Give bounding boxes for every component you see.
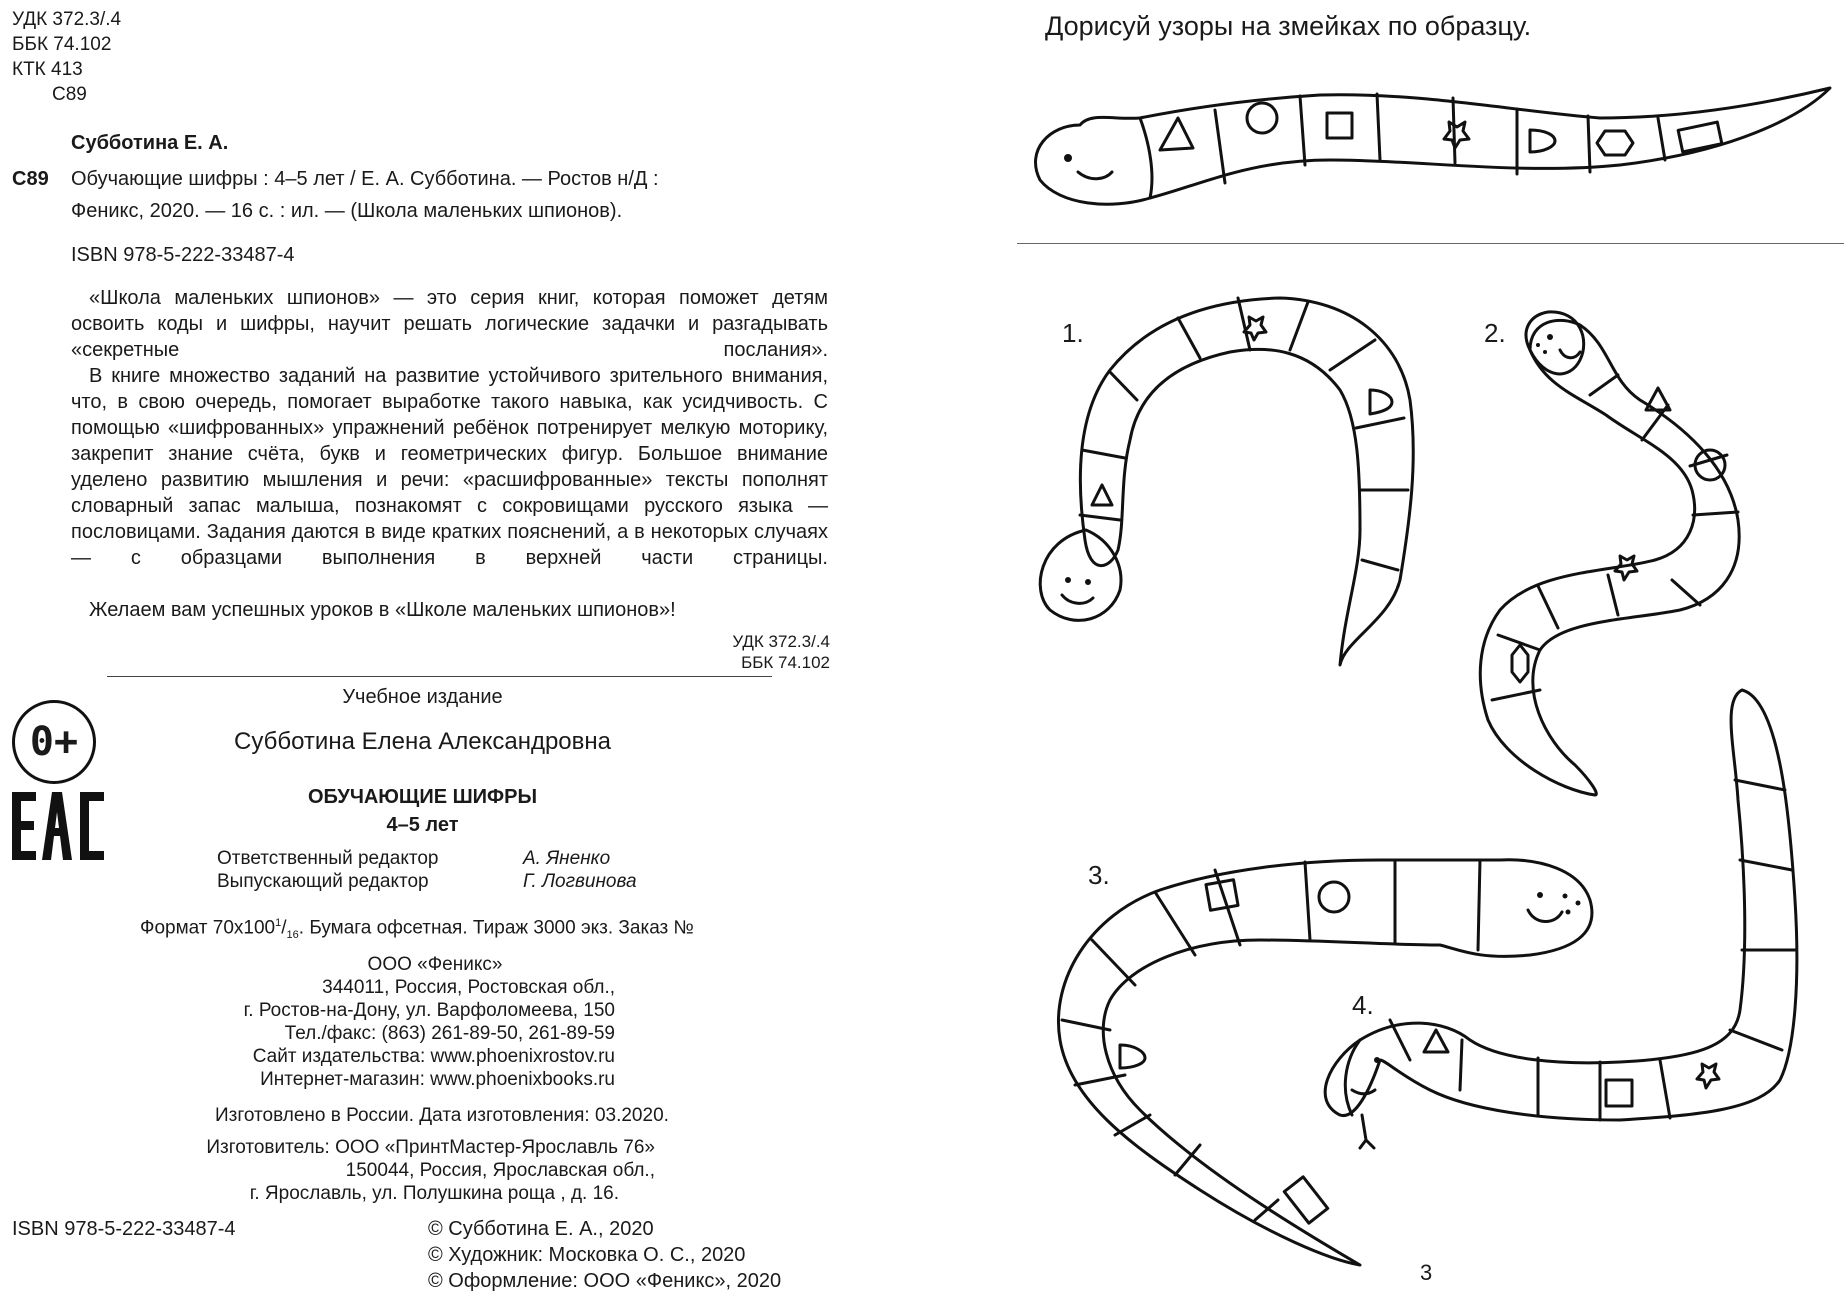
snake-label-2: 2.: [1484, 318, 1506, 348]
biblio-line-1: Обучающие шифры : 4–5 лет / Е. А. Субботина. — Ростов н/Д :: [71, 168, 659, 190]
small-bbk: ББК 74.102: [741, 653, 830, 672]
square-icon: [1606, 1080, 1632, 1106]
triangle-icon: [1092, 485, 1112, 505]
publisher-phone: Тел./факс: (863) 261-89-50, 261-89-59: [284, 1023, 615, 1044]
publisher-name: ООО «Феникс»: [367, 954, 503, 975]
star-icon: [1444, 122, 1469, 148]
editor-role-1: Ответственный редактор: [217, 848, 439, 869]
copyright-artist: © Художник: Московка О. С., 2020: [428, 1244, 746, 1266]
hexagon-icon: [1512, 645, 1528, 682]
snake-label-4: 4.: [1352, 990, 1374, 1020]
author-full-name: Субботина Елена Александровна: [234, 728, 611, 755]
star-icon: [1615, 556, 1637, 580]
circle-icon: [1247, 103, 1277, 133]
author-mark: С89: [52, 84, 87, 105]
publisher-website: Сайт издательства: www.phoenixrostov.ru: [252, 1046, 615, 1067]
book-age: 4–5 лет: [386, 814, 459, 836]
circle-icon: [1695, 450, 1725, 480]
manufacturer-name: Изготовитель: ООО «ПринтМастер-Ярославль 76»: [206, 1137, 655, 1158]
copyright-design: © Оформление: ООО «Феникс», 2020: [428, 1270, 782, 1292]
bbk-code: ББК 74.102: [12, 34, 112, 55]
made-in-date: Изготовлено в России. Дата изготовления: 03.2020.: [215, 1105, 669, 1126]
age-rating-badge: 0+: [12, 700, 96, 784]
half-circle-icon: [1530, 130, 1555, 152]
editor-name-1: А. Яненко: [523, 848, 611, 869]
square-icon: [1327, 113, 1352, 138]
book-title: ОБУЧАЮЩИЕ ШИФРЫ: [307, 786, 538, 808]
abstract-paragraph-1: «Школа маленьких шпионов» — это серия книг, которая поможет детям освоить коды и шифры, научит решать логические задачки и разгадывать «секретные послания».: [71, 287, 828, 361]
hexagon-icon: [1597, 131, 1633, 155]
half-circle-icon: [1370, 390, 1392, 414]
isbn-top: ISBN 978-5-222-33487-4: [71, 244, 295, 266]
author-heading: Субботина Е. А.: [71, 132, 229, 154]
snake-3: [1058, 860, 1591, 1265]
triangle-icon: [1424, 1030, 1448, 1052]
instruction-text: Дорисуй узоры на змейках по образцу.: [1045, 11, 1532, 41]
isbn-bottom: ISBN 978-5-222-33487-4: [12, 1218, 236, 1240]
publisher-region: 344011, Россия, Ростовская обл.,: [322, 977, 615, 998]
udk-code: УДК 372.3/.4: [12, 9, 122, 30]
abstract-paragraph-3: Желаем вам успешных уроков в «Школе маленьких шпионов»!: [89, 599, 676, 621]
snake-2: [1480, 312, 1739, 795]
sample-snake: [1036, 88, 1830, 204]
abstract-paragraph-2: В книге множество заданий на развитие устойчивого зрительного внимания, что, в свою очередь, помогает выработке такого навыка, как усидчивость. С помощью «шифрованных» упражнений ребёнок потренирует мелкую моторику, закрепит знание счёта, букв и геометрических фигур. Большое внимание уделено развитию мышления и речи: «расшифрованные» тексты пополнят словарный запас малыша, познакомят с сокровищами русского языка — пословицами. Задания даются в виде кратких пояснений, а в некоторых случаях — с образцами выполнения в верхней части страницы.: [71, 365, 828, 569]
editor-name-2: Г. Логвинова: [523, 871, 637, 892]
snake-1: [1040, 298, 1413, 665]
half-circle-icon: [1120, 1045, 1145, 1068]
triangle-icon: [1160, 118, 1193, 150]
edition-type: Учебное издание: [342, 686, 503, 708]
print-format: Формат $70х100^1/_{16}$. Бумага офсетная. Тираж 3000 экз. Заказ №: [140, 917, 694, 942]
small-udk: УДК 372.3/.4: [732, 632, 830, 651]
publisher-address: г. Ростов-на-Дону, ул. Варфоломеева, 150: [243, 1000, 615, 1021]
star-icon: [1697, 1064, 1719, 1088]
editor-role-2: Выпускающий редактор: [217, 871, 429, 892]
circle-icon: [1319, 882, 1349, 912]
ktk-code: КТК 413: [12, 59, 83, 80]
biblio-line-2: Феникс, 2020. — 16 с. : ил. — (Школа маленьких шпионов).: [71, 200, 623, 222]
snake-label-1: 1.: [1062, 318, 1084, 348]
page-number: 3: [1420, 1260, 1433, 1285]
manufacturer-region: 150044, Россия, Ярославская обл.,: [345, 1160, 655, 1181]
copyright-author: © Субботина Е. А., 2020: [428, 1218, 654, 1240]
rectangle-icon: [1284, 1177, 1328, 1223]
manufacturer-address: г. Ярославль, ул. Полушкина роща , д. 16.: [249, 1183, 619, 1204]
snake-label-3: 3.: [1088, 860, 1110, 890]
publisher-shop: Интернет-магазин: www.phoenixbooks.ru: [260, 1069, 615, 1090]
call-number: С89: [12, 168, 49, 190]
